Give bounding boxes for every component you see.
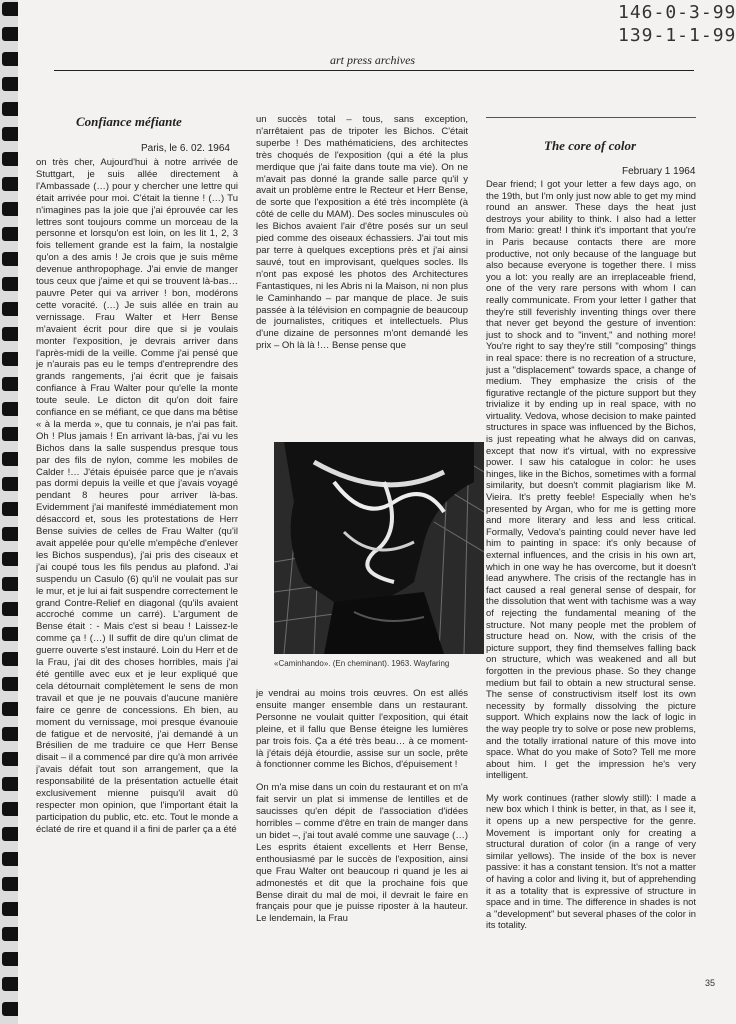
handwritten-note-2: 139-1-1-99 bbox=[618, 25, 736, 46]
middle-article-text-top: un succès total – tous, sans exception, n'arrêtaient pas de tripoter les Bichos. C'était superbe ! Des mathématiciens, des architectes très choqués de l'exposition (qui a été la plus merdique que j'ai faite dans toute ma vie). On ne m'avait pas donné la grande salle parce qu'il y avait un problème entre le Recteur et Herr Bense, de sorte que l'exposition a été très incomplète (à côté de celle du MAM). Des socles minuscules où les Bichos avaient l'air d'être posés sur un seul pied comme des oiseaux échassiers. J'ai tout mis par terre à quelques exceptions près et j'ai ainsi sauvé, tout en improvisant, quelques socles. Ils n'ont pas exposé les photos des Architectures Fantastiques, ni les Abris ni la Maison, ni non plus le Caminhando – par manque de place. Je suis passée à la télévision en compagnie de beaucoup de journalistes, critiques et intellectuels. Plus d'une dizaine de personnes m'ont demandé les prix – Oh là là !… Bense pense que bbox=[256, 114, 468, 352]
middle-article-body-top bbox=[256, 114, 468, 431]
header-title: art press archives bbox=[330, 53, 416, 67]
document-page bbox=[18, 0, 736, 1024]
left-article-body bbox=[36, 157, 238, 977]
right-article-date: February 1 1964 bbox=[622, 166, 696, 177]
photo-caption: «Caminhando». (En cheminant). 1963. Wayfaring bbox=[274, 659, 450, 668]
middle-article-text-bottom-2: On m'a mise dans un coin du restaurant et on m'a fait servir un plat si immense de lentilles et de saucisses qu'en dépit de l'association d'idées horribles – comme d'être en train de manger dans un bidet –, j'ai tout avalé comme une sauvage (…) Les esprits étaient excellents et Herr Bense, enthousiasmé par le succès de l'exposition, ainsi que Frau Walter ont beaucoup ri quand je les ai admonestés et dit que la prochaine fois que Bense dirait du mal de moi, il devrait le faire en français pour que je puisse riposter à la hauteur. Le lendemain, la Frau bbox=[256, 782, 468, 925]
middle-article-body-bottom bbox=[256, 688, 468, 978]
right-article-text-2: My work continues (rather slowly still): I made a new box which I think is better, in that, as I see it, it opens up a new perspective for the genre. Movement is important only for creating a structural duration of color (in a range of very similar yellows). The inside of the box is never passive: it has a constant tension. It's not a matter of having a color and living it, but of apprehending it as a totality that is expressive of structure in space and in time. The difference in shades is not a "development" but several phases of the color in its totality. bbox=[486, 791, 696, 931]
right-article-text-1: Dear friend; I got your letter a few days ago, on the 19th, but I'm only just now able to get my mind round an answer. These days the heat just destroys your ability to think. I also had a letter from Mario: great! I think it's important that you're in Paris because contacts there are more productive, not only because of the language but also because everyone is together there. I miss you a lot: you really are an irreplaceable friend, one of the very rare persons with whom I can really communicate. From your letter I gather that they're still feverishly inventing things over there that never get beyond the gesture of invention: just to shock and to "invent," and nothing more! You're right to say they're still "composing" things in real space: there is no recreation of a structure, just a "displacement" towards space, a change of medium. They emphasize the crisis of the figurative rectangle of the picture support but they trivialize it by ending up in real space, with no virtuality. Vedova, whose decision to make painted structures in space was influenced by the Bichos, is just repeating what he always did on canvas, except that now it's virtual, with no expressive power. I saw his catalogue in color: he uses hinges, like in the Bichos, sometimes with a formal similarity, but doesn't commit plagiarism like M. Vieira. It's pretty feeble! Especially when he's presented by Argan, who for me is getting more and more literary and less and less critical. Formally, Vedova's painting could never have led him to painting in space: it's only because of external influences, and the crisis in his own art, which in one way he has overcome, but it doesn't lead anywhere. The crisis of the rectangle has in fact caused a real general sense of despair, for the dissolution that went with tachisme was a way of rejecting the fundamental meaning of the structure. Not many people met the problem of structure head on. Now, with the crisis of the picture support, they find themselves falling back on structure, which was weakened and all but forgotten in the previous phase. So they change medium but fail to obtain a new structural sense. The sense of constructivism itself lost its own necessity by formally dissolving the picture support. Which explains now the lack of logic in the way people try to solve or pose new problems, and the totally irrational nature of this move into space. What do you make of Soto? Tell me more about him. I get the impression he's very intelligent. bbox=[486, 178, 696, 781]
right-article-title: The core of color bbox=[544, 138, 637, 153]
left-article-text: on très cher, Aujourd'hui à notre arrivée de Stuttgart, je suis allée directement à l'Ambassade (…) pour y chercher une lettre qui était arrivée pour moi. C'était la tienne ! (…) Tu n'imagines pas la joie que j'ai éprouvée car les lettres sont toujours comme un morceau de la personne et lorsqu'on est loin, on les lit 1, 2, 3 fois tellement grande est la faim, la nostalgie qu'on a des amis ! Je crois que je suis même devenue anthropophage. J'ai envie de manger tous ceux que j'aime et qui se trouvent là-bas… pauvre Peter qui va arriver ! bon, modérons cette voracité. (…) Je suis allée en train au vernissage. Frau Walter et Herr Bense m'avaient écrit pour dire que si je voulais monter l'exposition, je devrais arriver dans l'après-midi de la veille. Comme j'ai pensé que je n'aurais pas eu le temps d'entreprendre des grands rangements, j'ai écrit que je faisais confiance à Frau Walter pour qu'elle la monte toute seule. Le dicton dit qu'on doit faire confiance en se méfiant, ce que dans ma bêtise « à la merda », que tu connais, je n'ai pas fait. Oh ! Plus jamais ! En arrivant là-bas, j'ai vu les Bichos dans la salle suspendus presque tous par des fils de nylon, comme les mobiles de Calder !… J'étais épuisée parce que je n'avais pas dormi depuis la veille et que j'avais voyagé pendant 8 heures pour arriver là-bas. Evidemment j'ai manifesté immédiatement mon désaccord et, sous les protestations de Herr Bense suivies de celles de Frau Walter (qu'il avait appelée pour qu'elle m'empêche d'enlever les Bichos suspendus), j'ai pris des ciseaux et j'ai coupé tous les fils pendus au plafond. J'ai suspendu un Casulo (6) qu'il ne voulait pas sur le mur, et je lui ai fait suspendre correctement le grand Contre-Relief en diagonal (qu'ils avaient accroché comme un carré). L'argument de Bense était : - Mais c'est si beau ! Laissez-le comme ça ! (…) Il suffit de dire qu'un climat de guerre ouverte s'est instauré. Loin du Herr et de la Frau, j'ai dit des choses horribles, mais j'ai été gentille avec eux et je leur expliqué que cela détournait complètement le sens de mon travail et que je ne pouvais d'aucune manière faire ce genre de concessions. Eh bien, au moment du vernissage, moi presque évanouie de fatigue et de nervosité, j'ai demandé à un Brésilien de me traduire ce que Herr Bense disait – il a commencé par dire qu'à mon arrivée j'avais défait tout son arrangement, que la responsabilité de la présentation actuelle était exclusivement mienne puisqu'il avait dû respecter mon opinion, que l'important était la participation du public, etc. etc. Tout le monde a éclaté de rire et quand il a fini de parler ça a été bbox=[36, 157, 238, 835]
header-rule bbox=[54, 70, 694, 71]
handwritten-note-1: 146-0-3-99 bbox=[618, 2, 736, 23]
right-article-rule bbox=[486, 117, 696, 118]
caminhando-image bbox=[274, 442, 484, 654]
caminhando-photo bbox=[274, 442, 484, 654]
right-article-body bbox=[486, 178, 696, 973]
left-article-date: Paris, le 6. 02. 1964 bbox=[141, 143, 230, 154]
page-number: 35 bbox=[705, 978, 716, 988]
middle-article-text-bottom-1: je vendrai au moins trois œuvres. On est allés ensuite manger ensemble dans un restaurant. Personne ne voulait quitter l'exposition, qui était pleine, et il fallu que Bense éteigne les lumières par trois fois. Ça a été très beau… à ce moment-là j'étais déjà étourdie, assise sur un socle, prête à fonctionner comme les Bichos, d'épuisement ! bbox=[256, 688, 468, 771]
left-article-title: Confiance méfiante bbox=[76, 114, 182, 129]
